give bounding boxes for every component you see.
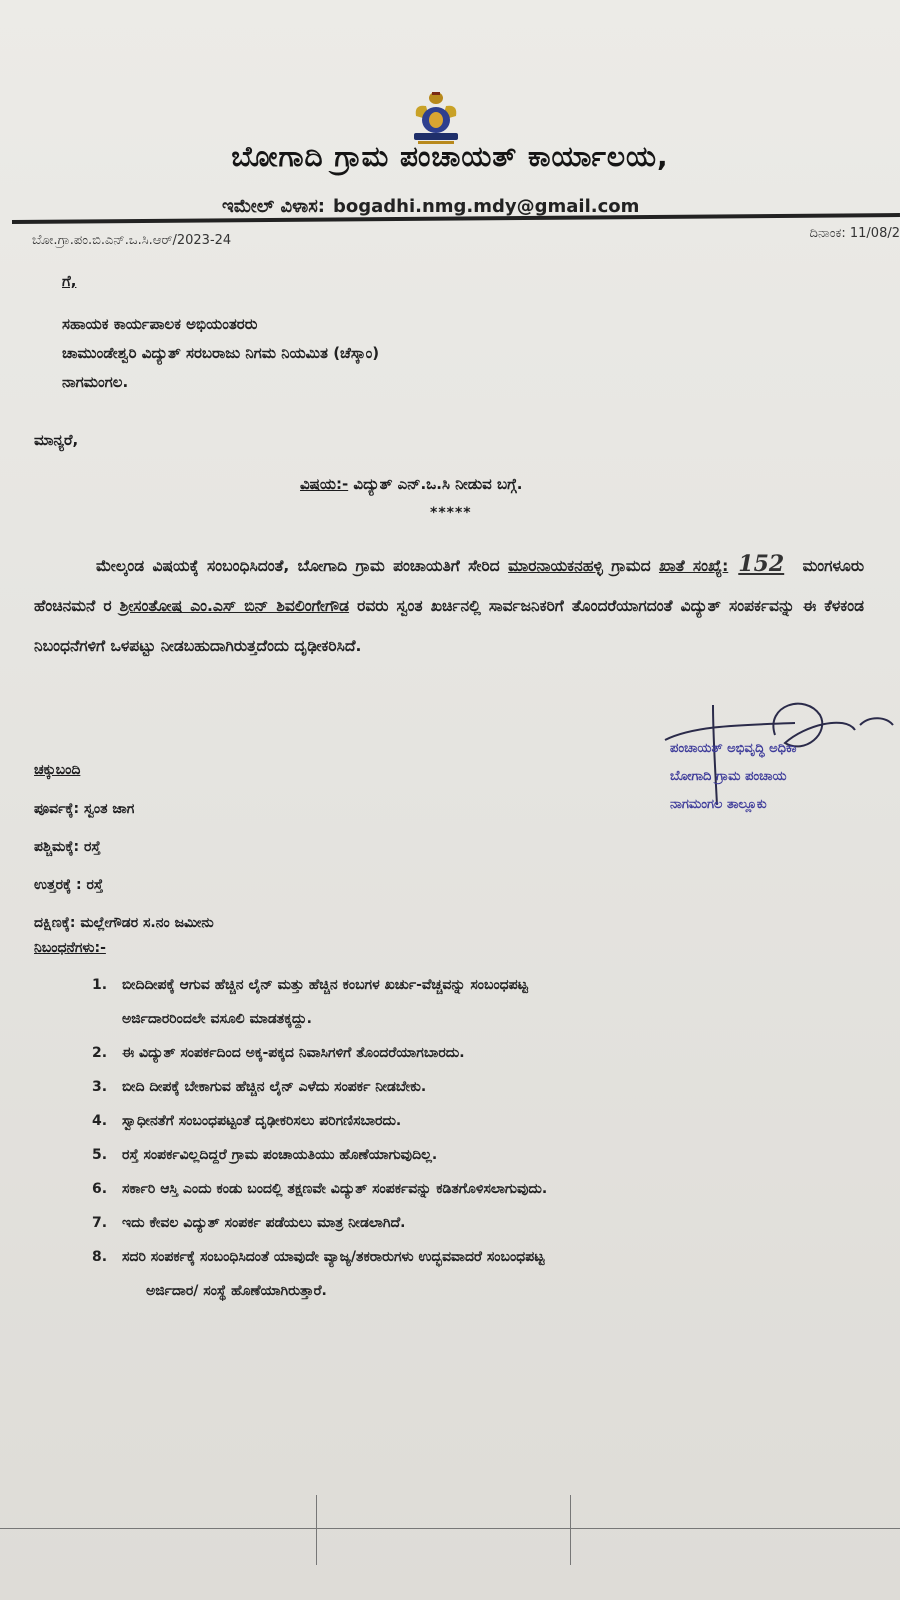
conditions-list	[92, 968, 862, 1308]
stamp-line: ಪಂಚಾಯತ್ ಅಭಿವೃದ್ಧಿ ಅಧಿಕಾ	[670, 741, 797, 756]
body-text: ಮೇಲ್ಕಂಡ ವಿಷಯಕ್ಕೆ ಸಂಬಂಧಿಸಿದಂತೆ, ಬೋಗಾದಿ ಗ್ರಾಮ ಪಂಚಾಯತಿಗೆ ಸೇರಿದ	[96, 557, 500, 575]
village-name: ಮಾರನಾಯಕನಹಳ್ಳಿ	[508, 557, 603, 575]
condition-item: 4. ಸ್ವಾಧೀನತೆಗೆ ಸಂಬಂಧಪಟ್ಟಂತೆ ದೃಢೀಕರಿಸಲು ಪರಿಗಣಿಸಬಾರದು.	[92, 1113, 402, 1129]
boundary-north: ಉತ್ತರಕ್ಕೆ : ರಸ್ತೆ	[34, 877, 104, 893]
recipient-address	[62, 310, 379, 397]
salutation: ಮಾನ್ಯರೆ,	[34, 431, 79, 449]
email-line	[222, 196, 639, 217]
page-bottom-divider	[0, 1528, 900, 1529]
condition-item-continuation: ಅರ್ಜಿದಾರ/ ಸಂಸ್ಥೆ ಹೊಣೆಯಾಗಿರುತ್ತಾರೆ.	[146, 1283, 327, 1299]
conditions-heading: ನಿಬಂಧನೆಗಳು:-	[34, 940, 106, 956]
body-text: ಗ್ರಾಮದ	[602, 557, 659, 575]
body-text: ಮಂಗಳೂರು ಹೆಂಚಿನಮನೆ ರ	[34, 557, 864, 615]
condition-item: 3. ಬೀದಿ ದೀಪಕ್ಕೆ ಬೇಕಾಗುವ ಹೆಚ್ಚಿನ ಲೈನ್ ಎಳೆದು ಸಂಪರ್ಕ ನೀಡಬೇಕು.	[92, 1079, 427, 1095]
boundaries-list	[34, 790, 214, 942]
letter-date: ದಿನಾಂಕ: 11/08/2	[809, 226, 900, 241]
condition-item: 7. ಇದು ಕೇವಲ ವಿದ್ಯುತ್ ಸಂಪರ್ಕ ಪಡೆಯಲು ಮಾತ್ರ ನೀಡಲಾಗಿದೆ.	[92, 1215, 406, 1231]
boundary-east: ಪೂರ್ವಕ್ಕೆ: ಸ್ವಂತ ಜಾಗ	[34, 801, 135, 817]
government-emblem-icon	[404, 86, 468, 146]
khata-number: 152	[738, 551, 785, 577]
office-title: ಬೋಗಾದಿ ಗ್ರಾಮ ಪಂಚಾಯತ್ ಕಾರ್ಯಾಲಯ,	[231, 140, 669, 173]
page-bottom-divider	[316, 1495, 317, 1565]
subject-separator: *****	[430, 505, 472, 521]
boundary-south: ದಕ್ಷಿಣಕ್ಕೆ: ಮಲ್ಲೇಗೌಡರ ಸ.ನಂ ಜಮೀನು	[34, 915, 214, 931]
khata-label: ಖಾತೆ ಸಂಖ್ಯೆ:	[658, 557, 729, 575]
boundaries-heading: ಚಕ್ಕುಬಂದಿ	[34, 762, 81, 778]
recipient-line: ನಾಗಮಂಗಲ.	[62, 373, 129, 391]
stamp-line: ಬೋಗಾದಿ ಗ್ರಾಮ ಪಂಚಾಯ	[670, 769, 787, 784]
recipient-line: ಚಾಮುಂಡೇಶ್ವರಿ ವಿದ್ಯುತ್ ಸರಬರಾಜು ನಿಗಮ ನಿಯಮಿತ (ಚೆಸ್ಕಾಂ)	[62, 344, 380, 362]
stamp-line: ನಾಗಮಂಗಲ ತಾಲ್ಲೂಕು	[670, 797, 767, 812]
condition-item: 6. ಸರ್ಕಾರಿ ಆಸ್ತಿ ಎಂದು ಕಂಡು ಬಂದಲ್ಲಿ ತಕ್ಷಣವೇ ವಿದ್ಯುತ್ ಸಂಪರ್ಕವನ್ನು ಕಡಿತಗೊಳಿಸಲಾಗುವುದು.	[92, 1181, 548, 1197]
page-bottom-divider	[570, 1495, 571, 1565]
condition-item: 2. ಈ ವಿದ್ಯುತ್ ಸಂಪರ್ಕದಿಂದ ಅಕ್ಕ-ಪಕ್ಕದ ನಿವಾಸಿಗಳಿಗೆ ತೊಂದರೆಯಾಗಬಾರದು.	[92, 1045, 465, 1061]
condition-item: 1. ಬೀದಿದೀಪಕ್ಕೆ ಆಗುವ ಹೆಚ್ಚಿನ ಲೈನ್ ಮತ್ತು ಹೆಚ್ಚಿನ ಕಂಬಗಳ ಖರ್ಚು-ವೆಚ್ಚವನ್ನು ಸಂಬಂಧಪಟ್ಟ	[92, 977, 528, 993]
subject-line	[300, 475, 522, 493]
reference-number: ಬೋ.ಗ್ರಾ.ಪಂ.ಬಿ.ಎನ್.ಒ.ಸಿ.ಆರ್/2023-24	[32, 233, 232, 248]
applicant-name: ಶ್ರೀಸಂತೋಷ ಎಂ.ಎಸ್ ಬಿನ್ ಶಿವಲಿಂಗೇಗೌಡ	[119, 597, 350, 615]
recipient-line: ಸಹಾಯಕ ಕಾರ್ಯಪಾಲಕ ಅಭಿಯಂತರರು	[62, 315, 258, 333]
email-address: bogadhi.nmg.mdy@gmail.com	[332, 196, 640, 217]
body-paragraph	[34, 544, 864, 666]
subject-label: ವಿಷಯ:-	[300, 475, 349, 493]
email-label: ಇಮೇಲ್ ವಿಳಾಸ:	[222, 196, 325, 217]
boundary-west: ಪಶ್ಚಿಮಕ್ಕೆ: ರಸ್ತೆ	[34, 839, 101, 855]
condition-item-continuation: ಅರ್ಜಿದಾರರಿಂದಲೇ ವಸೂಲಿ ಮಾಡತಕ್ಕದ್ದು.	[122, 1011, 312, 1027]
condition-item: 5. ರಸ್ತೆ ಸಂಪರ್ಕವಿಲ್ಲದಿದ್ದರೆ ಗ್ರಾಮ ಪಂಚಾಯತಿಯು ಹೊಣೆಯಾಗುವುದಿಲ್ಲ.	[92, 1147, 438, 1163]
body-text: ರವರು ಸ್ವಂತ ಖರ್ಚಿನಲ್ಲಿ ಸಾರ್ವಜನಿಕರಿಗೆ ತೊಂದರೆಯಾಗದಂತೆ ವಿದ್ಯುತ್ ಸಂಪರ್ಕವನ್ನು ಈ ಕೆಳಕಂಡ ನಿಬಂಧನೆಗಳಿಗೆ ಒಳಪಟ್ಟು ನೀಡಬಹುದಾಗಿರುತ್ತದೆಂದು ದೃಢೀಕರಿಸಿದೆ.	[34, 597, 864, 655]
condition-item: 8. ಸದರಿ ಸಂಪರ್ಕಕ್ಕೆ ಸಂಬಂಧಿಸಿದಂತೆ ಯಾವುದೇ ವ್ಯಾಜ್ಯ/ತಕರಾರುಗಳು ಉದ್ಭವವಾದರೆ ಸಂಬಂಧಪಟ್ಟ	[92, 1249, 545, 1265]
to-label: ಗೆ,	[62, 272, 77, 290]
subject-text: ವಿದ್ಯುತ್ ಎನ್.ಒ.ಸಿ ನೀಡುವ ಬಗ್ಗೆ.	[353, 475, 523, 493]
official-stamp	[670, 735, 797, 819]
